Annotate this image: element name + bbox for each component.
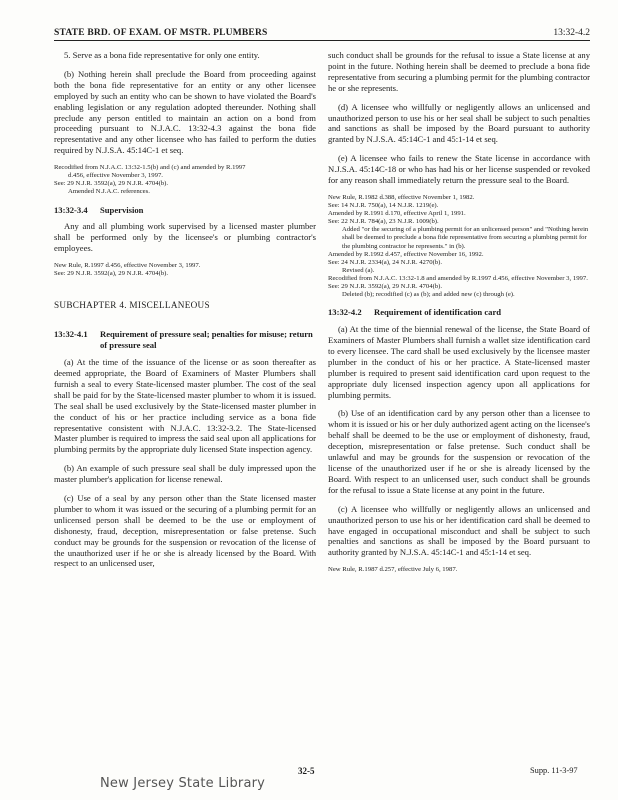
paragraph-b: (b) Nothing herein shall preclude the Board from proceeding against both the bona fide representative for an entity or any other licensee employed by such an entity who can be shown to have violated the Board's enabling legislation or any regulation adopted thereunder. Nothing shall preclude any person entitled to maintain an action on a bond from proceeding pursuant to N.J.A.C. 13:32-4.3 against the bona fide representative and any other licensee who has failed to perform the duties required by N.J.S.A. 45:14C-1 et seq. bbox=[54, 68, 316, 156]
section-4-1-d: (d) A licensee who willfully or negligently allows an unlicensed and unauthorized person to use his or her seal shall be subject to such penalties and sanctions as shall be imposed by the Board pursuant to authority granted by N.J.S.A. 45:14C-1 and 45:1-14 et seq. bbox=[328, 101, 590, 145]
note-line: Recodified from N.J.A.C. 13:32-1.8 and amended by R.1997 d.456, effective November 3, 1997. bbox=[328, 274, 588, 282]
note-line: d.456, effective November 3, 1997. bbox=[68, 172, 163, 180]
section-4-1-b: (b) An example of such pressure seal shall be duly impressed upon the master plumber's application for license renewal. bbox=[54, 463, 316, 485]
note-line: Revised (a). bbox=[342, 266, 375, 274]
note-line: Amended by R.1991 d.170, effective April 1, 1991. bbox=[328, 210, 466, 218]
note-line: See: 22 N.J.R. 784(a), 23 N.J.R. 1009(b). bbox=[328, 218, 439, 226]
supplement-date: Supp. 11-3-97 bbox=[530, 766, 578, 775]
section-number: 13:32-3.4 bbox=[54, 204, 88, 215]
note-line: Recodified from N.J.A.C. 13:32-1.5(b) and (c) and amended by R.1997 bbox=[54, 164, 246, 172]
section-4-2-c: (c) A licensee who willfully or negligently allows an unlicensed and unauthorized person to use his or her identification card shall be deemed to have engaged in occupational misconduct and shall be subject to such penalties and sanctions as shall be imposed by the Board pursuant to authority granted by N.J.S.A. 45:14C-1 and 45:1-14 et seq. bbox=[328, 503, 590, 558]
section-4-1-a: (a) At the time of the issuance of the license or as soon thereafter as deemed appropriate, the Board of Examiners of Master Plumbers shall furnish a seal to every State-licensed master plumber. The cost of the seal shall be paid for by the State-licensed master plumber to whom it is issued. The seal shall be used exclusively by the State-licensed master plumber in the conduct of his or her practice including service as a bona fide representative consistent with N.J.A.C. 13:32-3.2. The State-licensed Master plumber is required to impress the said seal upon all applications for plumbing permits by the appropriate duly licensed State inspection agency. bbox=[54, 357, 316, 455]
running-header bbox=[54, 26, 590, 41]
note-line: See: 14 N.J.R. 750(a), 14 N.J.R. 1219(e). bbox=[328, 202, 439, 210]
note-line: See: 29 N.J.R. 3592(a), 29 N.J.R. 4704(b). bbox=[328, 283, 443, 290]
section-4-2-a: (a) At the time of the biennial renewal of the license, the State Board of Examiners of Master Plumbers shall furnish a wallet size identification card to every licensee. The card shall be used exclusively by the licensee master plumber in the conduct of his or her practice. A State-licensed master plumber is required to present said identification card upon request to the appropriate duly licensed inspection agency upon all applications for plumbing permits. bbox=[328, 324, 590, 400]
section-4-1-e: (e) A licensee who fails to renew the State license in accordance with N.J.S.A. 45:14C-18 or who has had his or her license suspended or revoked for any reason shall immediately return the pressure seal to the Board. bbox=[328, 153, 590, 186]
header-title: STATE BRD. OF EXAM. OF MSTR. PLUMBERS bbox=[54, 28, 268, 38]
note-line: See: 24 N.J.R. 2334(a), 24 N.J.R. 4270(b). bbox=[328, 258, 443, 266]
note-line: Amended by R.1992 d.457, effective November 16, 1992. bbox=[328, 250, 484, 258]
section-title: Supervision bbox=[100, 204, 144, 215]
note-line: Amended N.J.A.C. references. bbox=[68, 188, 150, 196]
section-heading-4-2 bbox=[328, 307, 590, 318]
paragraph-item-5: 5. Serve as a bona fide representative for only one entity. bbox=[64, 50, 260, 60]
section-3-4-text: Any and all plumbing work supervised by a licensed master plumber shall be performed only by the licensee's or plumbing contractor's employees. bbox=[54, 221, 316, 254]
section-number: 13:32-4.2 bbox=[328, 307, 362, 318]
header-section-number: 13:32-4.2 bbox=[553, 28, 590, 38]
section-4-2-b: (b) Use of an identification card by any person other than a licensee to whom it is issued or his or her duly authorized agent acting on the licensee's behalf shall be deemed to be the use or employment of dishonesty, fraud, deception, misrepresentation or false pretense. Such conduct shall be unlawful and may be grounds for the suspension or revocation of the license of the unauthorized user if he or she is already licensed by the Board. With respect to an unlicensed user, such conduct shall be grounds for the refusal to issue a State license at any point in the future. bbox=[328, 408, 590, 495]
page-number: 32-5 bbox=[298, 766, 315, 776]
section-4-1-c: (c) Use of a seal by any person other than the State licensed master plumber to whom it was issued or the securing of a plumbing permit for an unlicensed person shall be deemed to be the use or employment of dishonesty, fraud, deception, misrepresentation or false pretense. Such conduct may be grounds for the suspension or revocation of the license of the unauthorized user if he or she is already licensed by the Board. With respect to an unlicensed user, bbox=[54, 493, 316, 569]
note-line: See: 29 N.J.R. 3592(a), 29 N.J.R. 4704(b). bbox=[54, 270, 169, 278]
section-title: Requirement of identification card bbox=[374, 307, 502, 318]
section-4-1-c-continued: such conduct shall be grounds for the refusal to issue a State license at any point in the future. Nothing herein shall be deemed to preclude a bona fide representative from securing a plumbing permit for the plumbing contractor he or she represents. bbox=[328, 50, 590, 93]
history-note-4: New Rule, R.1987 d.257, effective July 6, 1987. bbox=[328, 566, 458, 574]
section-heading-4-1 bbox=[54, 329, 316, 351]
note-line: Deleted (b); recodified (c) as (b); and added new (c) through (e). bbox=[342, 291, 515, 299]
library-stamp: New Jersey State Library bbox=[100, 776, 266, 791]
right-column bbox=[328, 50, 590, 582]
section-number: 13:32-4.1 bbox=[54, 329, 88, 340]
section-heading-3-4 bbox=[54, 205, 316, 216]
note-line: New Rule, R.1997 d.456, effective November 3, 1997. bbox=[54, 262, 201, 270]
section-title: Requirement of pressure seal; penalties for misuse; return of pressure seal bbox=[100, 329, 313, 351]
note-line: Added "or the securing of a plumbing permit for an unlicensed person" and "Nothing herein shall be deemed to preclude a bona fide representative from securing a plumbing permit for the plumbing contractor he represents." in (b). bbox=[342, 226, 589, 250]
subchapter-heading: SUBCHAPTER 4. MISCELLANEOUS bbox=[54, 300, 210, 311]
history-note-3 bbox=[328, 194, 590, 299]
note-line: New Rule, R.1982 d.388, effective November 1, 1982. bbox=[328, 193, 475, 201]
left-column bbox=[54, 50, 316, 577]
history-note-1 bbox=[54, 164, 316, 196]
note-line: See: 29 N.J.R. 3592(a), 29 N.J.R. 4704(b). bbox=[54, 180, 169, 188]
history-note-2 bbox=[54, 262, 316, 278]
